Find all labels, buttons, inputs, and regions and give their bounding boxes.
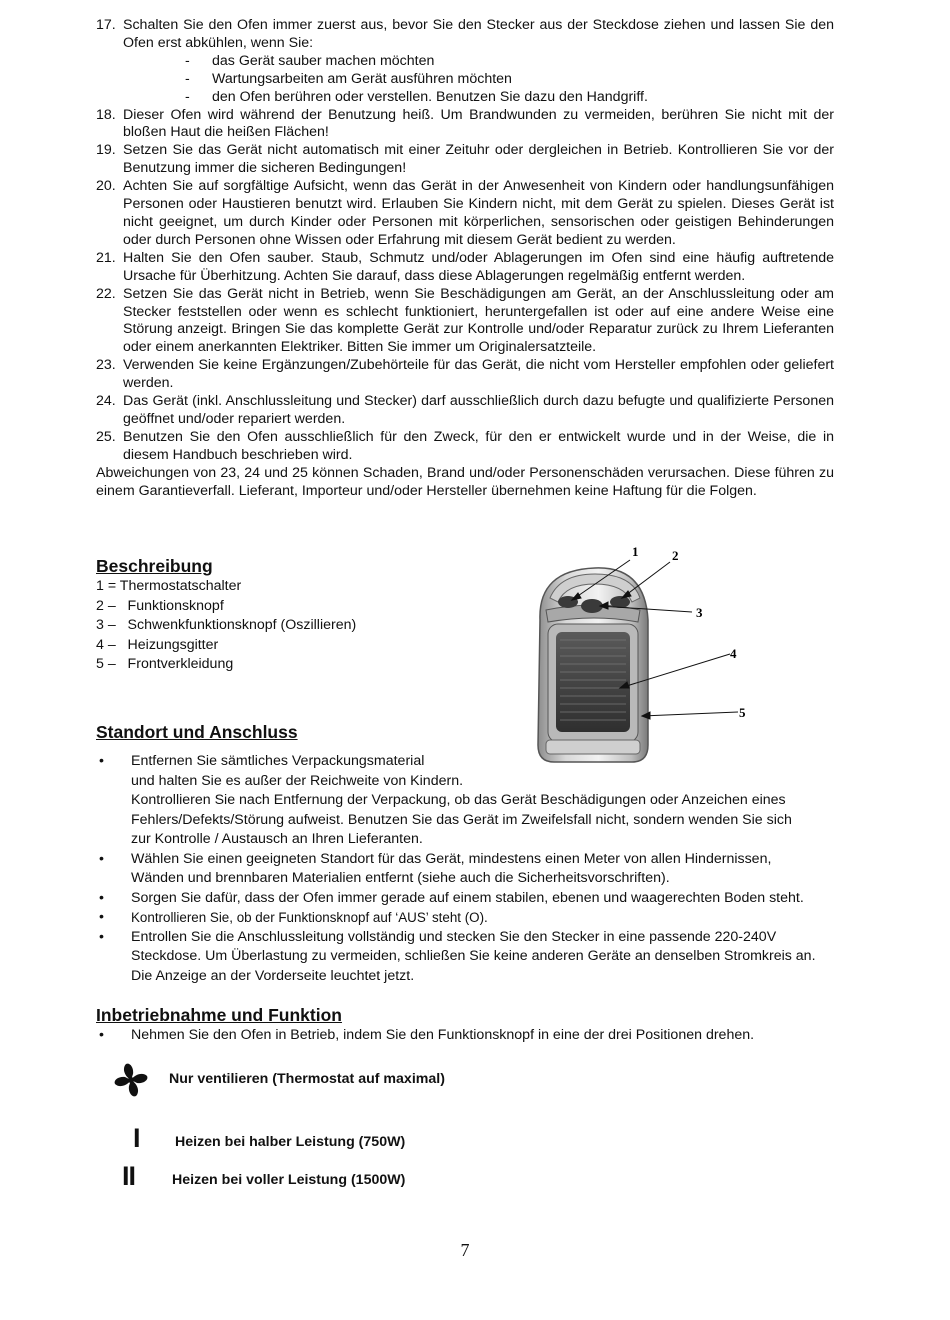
mode-half-symbol: I	[133, 1123, 141, 1153]
standort-list	[96, 752, 836, 986]
item-text: Verwenden Sie keine Ergänzungen/Zubehörteile für das Gerät, die nicht vom Hersteller empfohlen oder geliefert werden.	[123, 357, 834, 392]
inbetrieb-bullet-1: • Nehmen Sie den Ofen in Betrieb, indem Sie den Funktionsknopf in eine der drei Positionen drehen.	[99, 1027, 755, 1043]
item-text: Halten Sie den Ofen sauber. Staub, Schmutz und/oder Ablagerungen im Ofen sind eine häufig auftretende Ursache für Überhitzung. Achten Sie darauf, dass diese Ablagerungen regelmäßig entfernt werden.	[123, 249, 834, 284]
item-text: Setzen Sie das Gerät nicht automatisch mit einer Zeituhr oder dergleichen in Betrieb. Kontrollieren Sie vor der Benutzung immer die sicheren Bedingungen!	[123, 142, 834, 177]
parts-list-item: 3 – Schwenkfunktionsknopf (Oszillieren)	[96, 617, 357, 633]
item-text: Achten Sie auf sorgfältige Aufsicht, wenn das Gerät in der Anwesenheit von Kindern oder handlungsunfähigen Personen oder Haustieren benutzt wird. Erlauben Sie Kindern nicht, mit dem Gerät zu spielen. Dieses Gerät ist nicht geeignet, um durch Kinder oder Personen mit körperlichen, sensorischen oder geistigen Behinderungen oder durch Personen ohne Wissen oder Erfahrung mit diesem Gerät bedient zu werden.	[123, 178, 834, 248]
item-text: Benutzen Sie den Ofen ausschließlich für den Zweck, für den er entwickelt wurde und in der Weise, die in diesem Handbuch beschrieben wird.	[123, 428, 834, 463]
callout-5: 5	[739, 705, 746, 720]
standort-bullet-2: • Wählen Sie einen geeigneten Standort für das Gerät, mindestens einen Meter von allen Hindernissen, Wänden und brennbaren Materialien entfernt (siehe auch die Sicherheitsvorschriften).	[99, 850, 772, 886]
safety-item-24	[96, 393, 834, 429]
section-heading-standort: Standort und Anschluss	[96, 722, 298, 742]
item-text: Das Gerät (inkl. Anschlussleitung und Stecker) darf ausschließlich durch dazu befugte und qualifizierte Personen geöffnet und/oder repariert werden.	[123, 393, 834, 427]
mode-full-symbol: II	[122, 1161, 136, 1191]
mode-fan-label: Nur ventilieren (Thermostat auf maximal)	[169, 1071, 445, 1087]
item-text: Setzen Sie das Gerät nicht in Betrieb, wenn Sie Beschädigungen am Gerät, an der Anschlussleitung oder am Stecker feststellen oder wenn es schlecht funktioniert, heruntergefallen ist oder auf eine andere Weise eine Störung anzeigt. Bringen Sie das komplette Gerät zur Kontrolle und/oder Reparatur zurück zu Ihrem Lieferanten oder einem anerkannten Elektriker. Bitten Sie immer um Originalersatzteile.	[123, 285, 834, 356]
safety-item-22	[96, 286, 834, 358]
safety-subitem: - Wartungsarbeiten am Gerät ausführen möchten	[185, 70, 512, 87]
item-number: 23.	[96, 357, 116, 374]
standort-bullet-5: • Entrollen Sie die Anschlussleitung vollständig und stecken Sie den Stecker in eine passende 220-240V Steckdose. Um Überlastung zu vermeiden, schließen Sie keine anderen Geräte an denselben Stromkreis an. Die Anzeige an der Vorderseite leuchtet jetzt.	[99, 928, 816, 984]
section-heading-inbetriebnahme: Inbetriebnahme und Funktion	[96, 1005, 342, 1025]
parts-list	[96, 577, 496, 675]
callout-1: 1	[632, 544, 639, 559]
safety-item-21	[96, 250, 834, 286]
mode-half-label: Heizen bei halber Leistung (750W)	[175, 1134, 406, 1150]
item-text: Schalten Sie den Ofen immer zuerst aus, bevor Sie den Stecker aus der Steckdose ziehen und lassen Sie den Ofen erst abkühlen, wenn Sie:	[123, 17, 834, 51]
mode-full-label: Heizen bei voller Leistung (1500W)	[172, 1172, 406, 1188]
item-number: 18.	[96, 106, 116, 123]
parts-list-item: 2 – Funktionsknopf	[96, 597, 224, 614]
item-number: 20.	[96, 178, 116, 195]
parts-list-item: 5 – Frontverkleidung	[96, 656, 234, 672]
safety-item-19	[96, 142, 834, 178]
safety-closing-paragraph: Abweichungen von 23, 24 und 25 können Schaden, Brand und/oder Personenschäden verursachen. Diese führen zu einem Garantieverfall. Lieferant, Importeur und/oder Hersteller übernehmen keine Haftung für die Folgen.	[96, 464, 834, 499]
safety-item-23	[96, 357, 834, 393]
safety-subitem: - den Ofen berühren oder verstellen. Benutzen Sie dazu den Handgriff.	[185, 88, 648, 105]
standort-bullet-4: • Kontrollieren Sie, ob der Funktionsknopf auf ‘AUS’ steht (O).	[99, 909, 488, 925]
parts-list-item: 4 – Heizungsgitter	[96, 636, 219, 653]
section-heading-beschreibung: Beschreibung	[96, 556, 213, 576]
item-number: 21.	[96, 249, 116, 266]
callout-3: 3	[696, 605, 703, 620]
fan-icon	[112, 1062, 150, 1098]
callout-2: 2	[672, 548, 679, 563]
safety-subitem: - das Gerät sauber machen möchten	[185, 52, 435, 69]
page-number: 7	[460, 1240, 470, 1260]
item-number: 22.	[96, 285, 116, 302]
heater-diagram	[520, 540, 760, 770]
item-number: 24.	[96, 393, 116, 410]
safety-item-20	[96, 178, 834, 250]
safety-list	[96, 17, 834, 500]
item-number: 19.	[96, 142, 116, 159]
safety-item-18	[96, 107, 834, 143]
parts-list-item: 1 = Thermostatschalter	[96, 578, 242, 594]
item-number: 17.	[96, 17, 116, 33]
safety-item-17	[96, 17, 834, 53]
safety-item-25	[96, 429, 834, 465]
heater-body	[538, 568, 648, 762]
item-number: 25.	[96, 428, 116, 445]
standort-bullet-1: • Entfernen Sie sämtliches Verpackungsmaterial und halten Sie es außer der Reichweite von Kindern. Kontrollieren Sie nach Entfernung der Verpackung, ob das Gerät Beschädigungen oder Anzeichen eines Fehlers/Defekts/Störung aufweist. Benutzen Sie das Gerät im Zweifelsfall nicht, sondern wenden Sie sich zur Kontrolle / Austausch an Ihren Lieferanten.	[99, 753, 792, 847]
standort-bullet-3: • Sorgen Sie dafür, dass der Ofen immer gerade auf einem stabilen, ebenen und waagerechten Boden steht.	[99, 889, 804, 906]
item-text: Dieser Ofen wird während der Benutzung heiß. Um Brandwunden zu vermeiden, berühren Sie nicht mit der bloßen Haut die heißen Flächen!	[123, 106, 834, 141]
callout-4: 4	[730, 646, 737, 661]
